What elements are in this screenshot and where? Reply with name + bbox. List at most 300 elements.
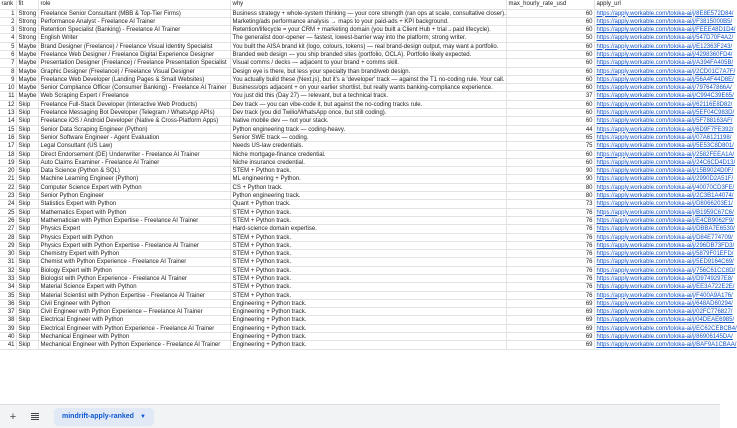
cell-url[interactable]: https://apply.workable.com/toloka-ai/j/6D9F7FE392/ [596,126,734,133]
cell-why[interactable]: Retention/lifecycle = your CRM + marketing domain (you built a Client Hub + trial→paid lifecycle). [231,26,507,33]
table-row[interactable] [0,325,737,333]
table-row[interactable] [0,151,735,159]
cell-rate[interactable]: 76 [507,275,595,282]
cell-why[interactable]: Dev track — you can vibe-code it, but against the no-coding tracks rule. [231,101,507,108]
cell-url[interactable]: https://apply.workable.com/toloka-ai/j/2582FEEA1A/ [596,151,735,158]
cell-url[interactable]: https://apply.workable.com/toloka-ai/j/40070CD3FE/ [596,184,735,191]
cell-url[interactable]: https://apply.workable.com/toloka-ai/j/756C61CC8D/ [596,267,736,274]
cell-role[interactable]: Civil Engineer with Python Experience – Freelance AI Trainer [39,308,231,315]
cell-why[interactable]: The generalist door-opener — fastest, lowest-barrier way into the platform; strong writer. [231,34,507,41]
table-row[interactable] [0,292,733,300]
cell-role[interactable]: Chemist with Python Experience - Freelance AI Trainer [39,258,231,265]
plus-icon[interactable]: + [9,410,17,423]
table-row[interactable] [0,134,732,142]
table-row[interactable] [0,34,734,42]
cell-rate[interactable]: 60 [507,159,595,166]
cell-role[interactable]: Civil Engineer with Python [39,300,231,307]
cell-rate[interactable]: 69 [507,341,595,348]
cell-fit[interactable]: Skip [17,200,39,207]
cell-rate[interactable]: 60 [507,68,595,75]
cell-fit[interactable]: Maybe [17,84,39,91]
cell-role[interactable]: Mechanical Engineer with Python Experience - Freelance AI Trainer [39,341,231,348]
cell-role[interactable]: Performance Analyst - Freelance AI Trainer [39,18,231,25]
cell-rank[interactable]: 35 [0,292,17,299]
cell-rank[interactable]: 32 [0,267,17,274]
cell-why[interactable]: Dev track (you did Twilio/WhatsApp once, but still coding). [231,109,507,116]
cell-rate[interactable]: 80 [507,184,595,191]
cell-why[interactable]: Engineering + Python track. [231,316,507,323]
cell-rank[interactable]: 21 [0,175,17,182]
cell-rank[interactable]: 4 [0,34,17,41]
cell-role[interactable]: Freelance Messaging Bot Developer (Telegram / WhatsApp APIs) [39,109,231,116]
cell-url[interactable]: https://apply.workable.com/toloka-ai/j/2C3B1A4074/ [596,193,734,200]
cell-fit[interactable]: Skip [17,151,39,158]
table-row[interactable] [0,316,735,324]
cell-rank[interactable]: 18 [0,151,17,158]
table-row[interactable] [0,192,734,200]
cell-why[interactable]: STEM + Python track. [231,250,507,257]
table-row[interactable] [0,200,733,208]
cell-role[interactable]: Web Scraping Expert / Freelance [39,92,231,99]
cell-url[interactable]: https://apply.workable.com/toloka-ai/j/62116E8D82/ [596,101,733,108]
cell-rank[interactable]: 39 [0,325,17,332]
cell-rate[interactable]: 76 [507,234,595,241]
table-row[interactable] [0,59,734,67]
cell-why[interactable]: STEM + Python track. [231,275,507,282]
sheet-tab-label: mindrift-apply-ranked [62,413,134,420]
cell-role[interactable]: Senior Python Engineer [39,192,231,199]
cell-why[interactable]: ML engineering + Python. [231,175,507,182]
cell-url[interactable]: https://apply.workable.com/toloka-ai/j/8E8E572D84/ [596,10,734,17]
cell-rate[interactable]: 76 [507,217,595,224]
cell-role[interactable]: Machine Learning Engineer (Python) [39,175,231,182]
cell-why[interactable]: Engineering + Python track. [231,308,507,315]
cell-why[interactable]: Quant + Python track. [231,200,507,207]
cell-why[interactable]: Python engineering track. [231,192,507,199]
cell-rank[interactable]: 23 [0,192,17,199]
cell-url[interactable]: https://apply.workable.com/toloka-ai/j/797647866A/ [596,85,732,92]
table-row[interactable] [0,26,736,34]
cell-role[interactable]: Senior Software Engineer - Agent Evaluation [39,134,231,141]
cell-rank[interactable]: 27 [0,225,17,232]
table-row[interactable] [0,101,733,109]
cell-url[interactable]: https://apply.workable.com/toloka-ai/j/EE3A722E2E/ [596,284,735,291]
cell-why[interactable]: Business/ops adjacent + on your earlier shortlist, but really wants banking-compliance experience. [231,84,507,91]
cell-role[interactable]: Mathematics Expert with Python [39,209,231,216]
cell-rank[interactable]: 20 [0,167,17,174]
cell-rate[interactable]: 60 [507,26,595,33]
cell-why[interactable]: Engineering + Python track. [231,300,507,307]
cell-url[interactable]: https://apply.workable.com/toloka-ai/j/02FC776827/ [596,309,733,316]
cell-fit[interactable]: Skip [17,341,39,348]
menu-icon[interactable] [26,408,44,426]
cell-fit[interactable]: Skip [17,109,39,116]
cell-rate[interactable]: 60 [507,10,595,17]
cell-fit[interactable]: Maybe [17,43,39,50]
cell-url[interactable]: https://apply.workable.com/toloka-ai/j/2CD01C7A7F/ [596,68,736,75]
table-row[interactable] [0,84,732,92]
cell-role[interactable]: Biologist with Python Experience - Freelance AI Trainer [39,275,231,282]
cell-fit[interactable]: Skip [17,225,39,232]
cell-role[interactable]: Graphic Designer (Freelance) / Freelance Visual Designer [39,68,231,75]
header-row [0,0,720,10]
cell-rate[interactable]: 69 [507,316,595,323]
table-row[interactable] [0,209,734,217]
cell-rank[interactable]: 36 [0,300,17,307]
cell-url[interactable]: https://apply.workable.com/toloka-ai/j/5EF04C983D/ [596,110,735,117]
cell-why[interactable]: STEM + Python track. [231,242,507,249]
caret-down-icon[interactable]: ▼ [139,413,146,420]
cell-rate[interactable]: 60 [507,59,595,66]
cell-rank[interactable]: 6 [0,51,17,58]
table-row[interactable] [0,300,733,308]
cell-why[interactable]: Engineering + Python track. [231,341,507,348]
cell-fit[interactable]: Skip [17,142,39,149]
cell-role[interactable]: Direct Endorsement (DE) Underwriter - Freelance AI Trainer [39,151,231,158]
cell-role[interactable]: Presentation Designer (Freelance) / Freelance Presentation Specialist [39,59,231,66]
cell-url[interactable]: https://apply.workable.com/toloka-ai/j/F400A9A176/ [596,292,733,299]
cell-why[interactable]: You actually build these (Next.js), but it's a 'developer' track — against the T1 no-coding rule. Your call. [231,76,507,83]
cell-role[interactable]: Freelance Senior Consultant (MBB & Top-Tier Firms) [39,10,231,17]
cell-fit[interactable]: Maybe [17,59,39,66]
cell-role[interactable]: Chemistry Expert with Python [39,250,231,257]
cell-role[interactable]: Physics Expert with Python [39,234,231,241]
cell-why[interactable]: Niche insurance credential. [231,159,507,166]
table-row[interactable] [0,283,735,291]
cell-url[interactable]: https://apply.workable.com/toloka-ai/j/4298360FD4/ [596,51,733,58]
cell-url[interactable]: https://apply.workable.com/toloka-ai/j/86906145DA/ [596,334,733,341]
cell-rate[interactable]: 60 [507,109,595,116]
cell-role[interactable]: Brand Designer (Freelance) / Freelance Visual Identity Specialist [39,43,231,50]
table-row[interactable] [0,217,734,225]
cell-fit[interactable]: Skip [17,159,39,166]
table-row[interactable] [0,267,736,275]
cell-why[interactable]: Branded web design — you ship branded sites (portfolio, OCLA). Portfolio likely expected. [231,51,507,58]
cell-fit[interactable]: Strong [17,18,39,25]
header-rank[interactable]: rank [0,0,17,9]
cell-role[interactable]: Legal Consultant (US Law) [39,142,231,149]
cell-rank[interactable]: 7 [0,59,17,66]
table-row[interactable] [0,76,734,84]
cell-role[interactable]: Material Science Expert with Python [39,283,231,290]
table-row[interactable] [0,159,736,167]
cell-rate[interactable]: 60 [507,101,595,108]
cell-rate[interactable]: 44 [507,126,595,133]
cell-rate[interactable]: 76 [507,209,595,216]
cell-rate[interactable]: 76 [507,292,595,299]
table-row[interactable] [0,10,734,18]
cell-fit[interactable]: Skip [17,267,39,274]
cell-rank[interactable]: 11 [0,92,17,99]
cell-rank[interactable]: 15 [0,126,17,133]
cell-rank[interactable]: 1 [0,10,17,17]
cell-why[interactable]: Python engineering track — coding-heavy. [231,126,507,133]
cell-rate[interactable]: 76 [507,283,595,290]
cell-rate[interactable]: 69 [507,333,595,340]
cell-url[interactable]: https://apply.workable.com/toloka-ai/j/F3815000B5/ [596,18,733,25]
cell-role[interactable]: Mathematician with Python Expertise - Freelance AI Trainer [39,217,231,224]
cell-url[interactable]: https://apply.workable.com/toloka-ai/j/D8066203E1/ [596,201,733,208]
cell-fit[interactable]: Skip [17,117,39,124]
cell-role[interactable]: Physics Expert [39,225,231,232]
cell-fit[interactable]: Skip [17,134,39,141]
cell-rate[interactable]: 37 [507,92,595,99]
cell-why[interactable]: Business strategy + whole-system thinking — your core strength (ran ops at scale, consultative closer). [232,10,506,17]
cell-fit[interactable]: Skip [17,258,39,265]
cell-rank[interactable]: 24 [0,200,17,207]
cell-why[interactable]: Visual comms / decks — adjacent to your brand + comms skill. [231,59,507,66]
cell-rate[interactable]: 73 [507,200,595,207]
cell-rate[interactable]: 69 [507,308,595,315]
cell-role[interactable]: Freelance Full-Stack Developer (Interactive Web Products) [39,101,231,108]
cell-role[interactable]: Senior Compliance Officer (Consumer Banking) - Freelance AI Trainer [39,84,231,91]
cell-rank[interactable]: 40 [0,333,17,340]
cell-rank[interactable]: 31 [0,258,17,265]
cell-fit[interactable]: Skip [17,217,39,224]
cell-url[interactable]: https://apply.workable.com/toloka-ai/j/5F788163AF/ [596,118,733,125]
cell-url[interactable]: https://apply.workable.com/toloka-ai/j/07A6121198/ [596,134,732,141]
sheet-tab-active[interactable] [54,408,154,426]
cell-fit[interactable]: Skip [17,250,39,257]
cell-why[interactable]: STEM + Python track. [231,267,507,274]
cell-why[interactable]: Engineering + Python track. [231,325,507,332]
header-rate[interactable]: max_hourly_rate_usd [507,0,595,9]
cell-rank[interactable]: 3 [0,26,17,33]
cell-why[interactable]: STEM + Python track. [231,217,507,224]
cell-rate[interactable]: 60 [507,84,595,91]
cell-url[interactable]: https://apply.workable.com/toloka-ai/j/D84E774709/ [596,234,733,241]
table-row[interactable] [0,242,735,250]
cell-role[interactable]: Mechanical Engineer with Python [39,333,231,340]
cell-rank[interactable]: 16 [0,134,17,141]
cell-rank[interactable]: 26 [0,217,17,224]
cell-fit[interactable]: Skip [17,175,39,182]
table-row[interactable] [0,258,734,266]
table-row[interactable] [0,250,734,258]
cell-role[interactable]: Freelance Web Developer (Landing Pages & Small Websites) [39,76,231,83]
header-url[interactable]: apply_url [596,1,621,7]
cell-url[interactable]: https://apply.workable.com/toloka-ai/j/24C6CD4D13/ [596,159,736,166]
cell-rank[interactable]: 19 [0,159,17,166]
cell-fit[interactable]: Maybe [17,76,39,83]
cell-url[interactable]: https://apply.workable.com/toloka-ai/j/5879F01EFD/ [596,251,734,258]
cell-rank[interactable]: 25 [0,209,17,216]
cell-rate[interactable]: 65 [507,134,595,141]
cell-role[interactable]: Freelance iOS / Android Developer (Native & Cross-Platform Apps) [39,117,231,124]
cell-rank[interactable]: 13 [0,109,17,116]
cell-fit[interactable]: Skip [17,308,39,315]
cell-rate[interactable]: 60 [507,18,595,25]
cell-rank[interactable]: 14 [0,117,17,124]
cell-rate[interactable]: 60 [507,51,595,58]
cell-why[interactable]: CS + Python track. [231,184,507,191]
cell-rank[interactable]: 37 [0,308,17,315]
table-row[interactable] [0,234,733,242]
cell-fit[interactable]: Strong [17,26,39,33]
cell-rank[interactable]: 17 [0,142,17,149]
table-row[interactable] [0,167,734,175]
cell-role[interactable]: Freelance Web Designer / Freelance Digital Experience Designer [39,51,231,58]
cell-fit[interactable]: Skip [17,325,39,332]
cell-url[interactable]: https://apply.workable.com/toloka-ai/j/15B9024D0F/ [596,168,734,175]
cell-fit[interactable]: Strong [17,34,39,41]
cell-rank[interactable]: 30 [0,250,17,257]
cell-url[interactable]: https://apply.workable.com/toloka-ai/j/5ED9164C69/ [596,259,734,266]
cell-rank[interactable]: 34 [0,283,17,290]
cell-url[interactable]: https://apply.workable.com/toloka-ai/j/04DEAE6985/ [596,317,735,324]
cell-fit[interactable]: Maybe [17,92,39,99]
table-row[interactable] [0,51,733,59]
cell-fit[interactable]: Skip [17,242,39,249]
cell-fit[interactable]: Skip [17,192,39,199]
table-row[interactable] [0,117,733,125]
cell-rate[interactable]: 60 [507,43,595,50]
cell-fit[interactable]: Skip [17,292,39,299]
cell-why[interactable]: You built the AISA brand kit (logo, colours, tokens) — real brand-design output, may want a portfolio. [231,43,507,50]
cell-why[interactable]: STEM + Python track. [231,167,507,174]
table-row[interactable] [0,92,734,100]
cell-role[interactable]: Retention Specialist (Banking) - Freelance AI Trainer [39,26,231,33]
cell-rank[interactable]: 10 [0,84,17,91]
cell-role[interactable]: Physics Expert with Python Expertise - Freelance AI Trainer [39,242,231,249]
cell-fit[interactable]: Skip [17,184,39,191]
cell-url[interactable]: https://apply.workable.com/toloka-ai/j/BAF9A1CBAA/ [596,342,737,349]
cell-url[interactable]: https://apply.workable.com/toloka-ai/j/DBBA7E6530/ [596,226,735,233]
cell-role[interactable]: Electrical Engineer with Python [39,316,231,323]
cell-rate[interactable]: 69 [507,300,595,307]
cell-rate[interactable]: 76 [507,250,595,257]
cell-url[interactable]: https://apply.workable.com/toloka-ai/j/5E53C8D801/ [596,143,734,150]
cell-role[interactable]: Material Scientist with Python Expertise - Freelance AI Trainer [39,292,231,299]
table-row[interactable] [0,275,733,283]
cell-fit[interactable]: Skip [17,234,39,241]
cell-url[interactable]: https://apply.workable.com/toloka-ai/j/E4CB9062F9/ [596,217,734,224]
cell-why[interactable]: You just did this (Day 27) — relevant, but a technical track. [231,92,507,99]
cell-url[interactable]: https://apply.workable.com/toloka-ai/j/2990D2A51F/ [596,176,734,183]
cell-rank[interactable]: 28 [0,234,17,241]
cell-url[interactable]: https://apply.workable.com/toloka-ai/j/A394FA405B/ [596,60,734,67]
cell-url[interactable]: https://apply.workable.com/toloka-ai/j/B1959C67C6/ [596,209,734,216]
table-row[interactable] [0,184,735,192]
cell-rate[interactable]: 60 [507,117,595,124]
cell-fit[interactable]: Skip [17,316,39,323]
cell-url[interactable]: https://apply.workable.com/toloka-ai/j/648AD60294/ [596,300,733,307]
cell-rate[interactable]: 76 [507,225,595,232]
cell-why[interactable]: Needs US-law credentials. [231,142,507,149]
header-why[interactable]: why [231,0,507,9]
cell-why[interactable]: Engineering + Python track. [231,333,507,340]
cell-why[interactable]: STEM + Python track. [231,209,507,216]
table-row[interactable] [0,333,733,341]
cell-url[interactable]: https://apply.workable.com/toloka-ai/j/FEEE48D1D4/ [596,27,736,34]
cell-rank[interactable]: 22 [0,184,17,191]
cell-fit[interactable]: Strong [17,10,39,17]
cell-rank[interactable]: 29 [0,242,17,249]
cell-role[interactable]: Senior Data Scraping Engineer (Python) [39,126,231,133]
cell-rate[interactable]: 75 [507,142,595,149]
cell-url[interactable]: https://apply.workable.com/toloka-ai/j/D9749297E8/ [596,276,733,282]
cell-why[interactable]: Marketing/ads performance analysis → maps to your paid-ads + KPI background. [231,18,507,25]
cell-rank[interactable]: 41 [0,341,17,348]
cell-rate[interactable]: 90 [507,167,595,174]
cell-rank[interactable]: 8 [0,68,17,75]
cell-url[interactable]: https://apply.workable.com/toloka-ai/j/EC62CEBCB4/ [596,325,737,332]
cell-fit[interactable]: Skip [17,300,39,307]
cell-url[interactable]: https://apply.workable.com/toloka-ai/j/E12363F243/ [596,43,733,50]
table-row[interactable] [0,18,733,26]
table-row[interactable] [0,43,733,51]
table-row[interactable] [0,126,734,134]
cell-why[interactable]: Design eye is there, but less your specialty than brand/web design. [231,68,507,75]
cell-why[interactable]: Niche mortgage-finance credential. [231,151,507,158]
cell-why[interactable]: STEM + Python track. [231,234,507,241]
cell-why[interactable]: Native mobile dev — not your stack. [231,117,507,124]
header-role[interactable]: role [39,0,231,9]
cell-fit[interactable]: Maybe [17,68,39,75]
cell-rate[interactable]: 76 [507,267,595,274]
cell-fit[interactable]: Skip [17,209,39,216]
cell-fit[interactable]: Maybe [17,51,39,58]
cell-rank[interactable]: 38 [0,316,17,323]
cell-rank[interactable]: 12 [0,101,17,108]
table-row[interactable] [0,225,735,233]
cell-url[interactable]: https://apply.workable.com/toloka-ai/j/C994C39E65/ [596,93,734,100]
cell-role[interactable]: Statistics Expert with Python [39,200,231,207]
cell-role[interactable]: Biology Expert with Python [39,267,231,274]
table-row[interactable] [0,308,733,316]
cell-fit[interactable]: Skip [17,101,39,108]
cell-rate[interactable]: 60 [507,151,595,158]
cell-fit[interactable]: Skip [17,126,39,133]
cell-url[interactable]: https://apply.workable.com/toloka-ai/j/56A4F44D8E/ [596,76,734,83]
cell-role[interactable]: Data Science (Python & SQL) [39,167,231,174]
cell-rate[interactable]: 76 [507,242,595,249]
cell-rank[interactable]: 33 [0,275,17,282]
cell-rate[interactable]: 50 [507,34,595,41]
cell-why[interactable]: STEM + Python track. [231,283,507,290]
cell-fit[interactable]: Skip [17,275,39,282]
cell-role[interactable]: Computer Science Expert with Python [39,184,231,191]
cell-url[interactable]: https://apply.workable.com/toloka-ai/j/296DB73FD3/ [596,242,735,249]
cell-rate[interactable]: 80 [507,192,595,199]
table-row[interactable] [0,142,734,150]
header-fit[interactable]: fit [17,0,39,9]
cell-rank[interactable]: 5 [0,43,17,50]
cell-why[interactable]: STEM + Python track. [231,292,507,299]
cell-fit[interactable]: Skip [17,283,39,290]
cell-why[interactable]: Hard-science domain expertise. [231,225,507,232]
cell-url[interactable]: https://apply.workable.com/toloka-ai/j/547D70F4A2/ [596,35,734,42]
cell-rank[interactable]: 9 [0,76,17,83]
table-row[interactable] [0,68,736,76]
cell-role[interactable]: Auto Claims Examiner - Freelance AI Trainer [39,159,231,166]
cell-rate[interactable]: 69 [507,325,595,332]
cell-role[interactable]: Electrical Engineer with Python Experience - Freelance AI Trainer [39,325,231,332]
table-row[interactable] [0,109,735,117]
table-body [0,10,737,350]
cell-why[interactable]: Senior SWE track — coding. [231,134,507,141]
cell-fit[interactable]: Skip [17,167,39,174]
cell-why[interactable]: STEM + Python track. [231,258,507,265]
cell-fit[interactable]: Skip [17,333,39,340]
cell-rate[interactable]: 76 [507,258,595,265]
table-row[interactable] [0,341,737,349]
cell-role[interactable]: English Writer [39,34,231,41]
cell-rank[interactable]: 2 [0,18,17,25]
cell-rate[interactable]: 60 [507,76,595,83]
cell-rate[interactable]: 90 [507,175,595,182]
table-row[interactable] [0,175,734,183]
